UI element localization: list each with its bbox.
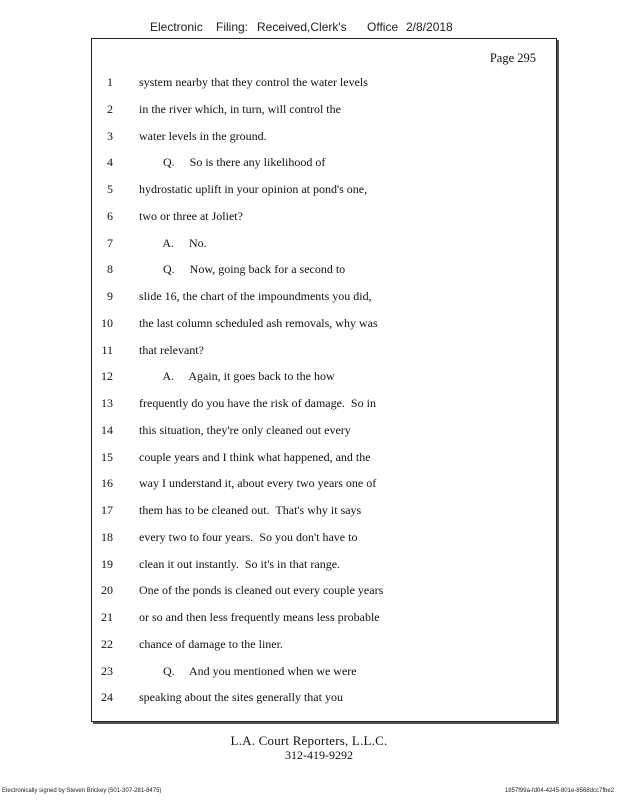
transcript-line: A. No. — [139, 235, 207, 250]
line-number: 20 — [101, 583, 113, 598]
transcript-line: the last column scheduled ash removals, why was — [139, 315, 378, 330]
line-number: 2 — [107, 101, 113, 116]
transcript-line: water levels in the ground. — [139, 128, 267, 143]
filing-stamp-header — [0, 20, 618, 38]
line-number: 12 — [101, 369, 113, 384]
transcript-line: One of the ponds is cleaned out every couple years — [139, 583, 384, 598]
filing-stamp-received: Received,Clerk's — [257, 20, 347, 34]
line-number: 4 — [107, 155, 113, 170]
line-number: 22 — [101, 636, 113, 651]
transcript-line: in the river which, in turn, will control the — [139, 101, 341, 116]
transcript-line: Q. So is there any likelihood of — [139, 155, 326, 170]
court-reporter-phone: 312-419-9292 — [285, 748, 353, 762]
transcript-line: system nearby that they control the water levels — [139, 75, 368, 89]
line-number: 1 — [107, 75, 113, 89]
filing-stamp-date: 2/8/2018 — [406, 20, 453, 34]
filing-stamp-filing: Filing: — [216, 20, 249, 34]
document-id: 1857f99a-fd04-4245-801e-8568dcc7fbe2 — [504, 788, 614, 794]
line-number: 7 — [107, 235, 113, 250]
line-number: 15 — [101, 449, 113, 464]
transcript-line: couple years and I think what happened, and the — [139, 449, 371, 464]
transcript-line: Q. Now, going back for a second to — [139, 262, 346, 277]
line-number: 23 — [101, 663, 113, 678]
line-number: 14 — [101, 422, 113, 437]
transcript-line: every two to four years. So you don't have to — [139, 529, 358, 544]
line-number: 6 — [107, 208, 113, 223]
line-number: 10 — [101, 315, 113, 330]
page-number: Page 295 — [489, 51, 536, 65]
transcript-line: frequently do you have the risk of damage. So in — [139, 396, 376, 410]
transcript-line: them has to be cleaned out. That's why it says — [139, 503, 362, 517]
line-number: 19 — [101, 556, 113, 571]
court-reporter-phone-row — [0, 748, 618, 763]
court-reporter-name: L.A. Court Reporters, L.L.C. — [230, 733, 388, 748]
line-number: 24 — [101, 690, 113, 705]
transcript-line: two or three at Joliet? — [139, 208, 243, 223]
transcript-page — [91, 38, 557, 722]
transcript-line: or so and then less frequently means less probable — [139, 610, 380, 624]
transcript-line: chance of damage to the liner. — [139, 636, 283, 651]
transcript-line: this situation, they're only cleaned out every — [139, 422, 351, 437]
line-number: 11 — [101, 342, 113, 357]
transcript-line: speaking about the sites generally that you — [139, 690, 343, 705]
transcript-line: clean it out instantly. So it's in that range. — [139, 556, 341, 571]
line-number: 17 — [101, 503, 113, 517]
filing-stamp-electronic: Electronic — [150, 20, 203, 34]
transcript-line: hydrostatic uplift in your opinion at pond's one, — [139, 182, 368, 196]
transcript-line: that relevant? — [139, 342, 204, 357]
transcript-line: Q. And you mentioned when we were — [139, 663, 357, 678]
transcript-line: way I understand it, about every two years one of — [139, 476, 377, 491]
transcript-line: A. Again, it goes back to the how — [139, 369, 335, 384]
line-number: 21 — [101, 610, 113, 624]
line-number: 8 — [107, 262, 113, 277]
transcript-line: slide 16, the chart of the impoundments you did, — [139, 289, 372, 303]
electronic-signature: Electronically signed by Steven Brickey (501-307-281-8475) — [2, 788, 162, 794]
line-number: 13 — [101, 396, 113, 410]
line-number: 5 — [107, 182, 113, 196]
filing-stamp-office: Office — [367, 20, 399, 34]
line-number: 18 — [101, 529, 113, 544]
line-number: 16 — [101, 476, 113, 491]
line-number: 3 — [107, 128, 113, 143]
line-number: 9 — [107, 289, 113, 303]
